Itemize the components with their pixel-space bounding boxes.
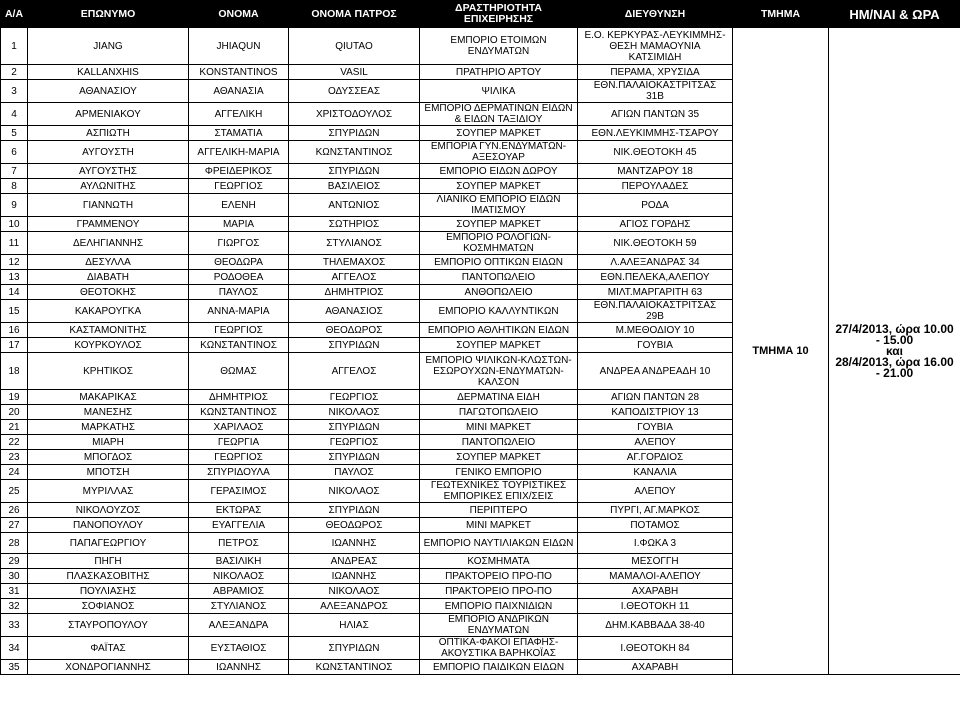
- cell-address: ΕΘΝ.ΠΑΛΑΙΟΚΑΣΤΡΙΤΣΑΣ 29Β: [578, 300, 733, 323]
- cell-index: 29: [1, 554, 28, 569]
- cell-activity: ΕΜΠΟΡΙΟ ΑΘΛΗΤΙΚΩΝ ΕΙΔΩΝ: [420, 323, 578, 338]
- cell-father: VASIL: [289, 65, 420, 80]
- cell-activity: ΜΙΝΙ ΜΑΡΚΕΤ: [420, 518, 578, 533]
- cell-surname: ΧΟΝΔΡΟΓΙΑΝΝΗΣ: [28, 660, 189, 675]
- cell-index: 23: [1, 450, 28, 465]
- cell-father: ΚΩΝΣΤΑΝΤΙΝΟΣ: [289, 141, 420, 164]
- cell-index: 35: [1, 660, 28, 675]
- cell-father: ΣΠΥΡΙΔΩΝ: [289, 637, 420, 660]
- cell-address: ΕΘΝ.ΠΑΛΑΙΟΚΑΣΤΡΙΤΣΑΣ 31Β: [578, 80, 733, 103]
- cell-index: 2: [1, 65, 28, 80]
- cell-firstname: ΣΤΥΛΙΑΝΟΣ: [189, 599, 289, 614]
- cell-index: 7: [1, 164, 28, 179]
- cell-surname: ΚΟΥΡΚΟΥΛΟΣ: [28, 338, 189, 353]
- cell-index: 21: [1, 420, 28, 435]
- cell-firstname: ΣΠΥΡΙΔΟΥΛΑ: [189, 465, 289, 480]
- cell-surname: ΓΙΑΝΝΩΤΗ: [28, 194, 189, 217]
- cell-address: ΓΟΥΒΙΑ: [578, 420, 733, 435]
- cell-address: ΕΘΝ.ΛΕΥΚΙΜΜΗΣ-ΤΣΑΡΟΥ: [578, 126, 733, 141]
- cell-father: ΝΙΚΟΛΑΟΣ: [289, 405, 420, 420]
- cell-index: 9: [1, 194, 28, 217]
- cell-father: ΒΑΣΙΛΕΙΟΣ: [289, 179, 420, 194]
- cell-address: ΝΙΚ.ΘΕΟΤΟΚΗ 59: [578, 232, 733, 255]
- cell-index: 10: [1, 217, 28, 232]
- cell-surname: ΜΑΚΑΡΙΚΑΣ: [28, 390, 189, 405]
- table-body: [1, 28, 960, 675]
- cell-index: 28: [1, 533, 28, 554]
- cell-firstname: ΘΩΜΑΣ: [189, 353, 289, 390]
- cell-activity: ΣΟΥΠΕΡ ΜΑΡΚΕΤ: [420, 217, 578, 232]
- cell-father: ΣΩΤΗΡΙΟΣ: [289, 217, 420, 232]
- cell-index: 32: [1, 599, 28, 614]
- datetime-cell: 27/4/2013, ώρα 10.00 - 15.00 και 28/4/2013, ώρα 16.00 - 21.00: [829, 28, 960, 675]
- cell-firstname: ΧΑΡΙΛΑΟΣ: [189, 420, 289, 435]
- cell-father: ΝΙΚΟΛΑΟΣ: [289, 584, 420, 599]
- cell-surname: ΜΑΡΚΑΤΗΣ: [28, 420, 189, 435]
- cell-surname: ΝΙΚΟΛΟΥΖΟΣ: [28, 503, 189, 518]
- col-section: ΤΜΗΜΑ: [733, 1, 829, 28]
- cell-father: ΣΠΥΡΙΔΩΝ: [289, 164, 420, 179]
- cell-surname: ΔΙΑΒΑΤΗ: [28, 270, 189, 285]
- cell-activity: ΠΑΝΤΟΠΩΛΕΙΟ: [420, 270, 578, 285]
- cell-father: ΑΓΓΕΛΟΣ: [289, 353, 420, 390]
- cell-address: ΑΧΑΡΑΒΗ: [578, 660, 733, 675]
- cell-index: 14: [1, 285, 28, 300]
- cell-index: 8: [1, 179, 28, 194]
- cell-firstname: ΜΑΡΙΑ: [189, 217, 289, 232]
- cell-index: 22: [1, 435, 28, 450]
- cell-father: ΣΠΥΡΙΔΩΝ: [289, 126, 420, 141]
- cell-address: Ι.ΘΕΟΤΟΚΗ 84: [578, 637, 733, 660]
- cell-father: ΓΕΩΡΓΙΟΣ: [289, 390, 420, 405]
- cell-surname: ΣΤΑΥΡΟΠΟΥΛΟΥ: [28, 614, 189, 637]
- cell-address: ΜΙΛΤ.ΜΑΡΓΑΡΙΤΗ 63: [578, 285, 733, 300]
- cell-activity: ΑΝΘΟΠΩΛΕΙΟ: [420, 285, 578, 300]
- cell-surname: ΜΠΟΓΔΟΣ: [28, 450, 189, 465]
- cell-address: ΑΓΙΟΣ ΓΟΡΔΗΣ: [578, 217, 733, 232]
- cell-surname: ΠΑΠΑΓΕΩΡΓΙΟΥ: [28, 533, 189, 554]
- cell-father: ΓΕΩΡΓΙΟΣ: [289, 435, 420, 450]
- cell-activity: ΠΡΑΤΗΡΙΟ ΑΡΤΟΥ: [420, 65, 578, 80]
- cell-surname: ΠΑΝΟΠΟΥΛΟΥ: [28, 518, 189, 533]
- cell-index: 24: [1, 465, 28, 480]
- cell-index: 6: [1, 141, 28, 164]
- cell-index: 12: [1, 255, 28, 270]
- cell-activity: ΕΜΠΟΡΙΟ ΡΟΛΟΓΙΩΝ- ΚΟΣΜΗΜΑΤΩΝ: [420, 232, 578, 255]
- cell-index: 19: [1, 390, 28, 405]
- cell-surname: ΚΡΗΤΙΚΟΣ: [28, 353, 189, 390]
- cell-firstname: ΒΑΣΙΛΙΚΗ: [189, 554, 289, 569]
- cell-activity: ΕΜΠΟΡΙΟ ΑΝΔΡΙΚΩΝ ΕΝΔΥΜΑΤΩΝ: [420, 614, 578, 637]
- cell-index: 17: [1, 338, 28, 353]
- cell-address: ΑΛΕΠΟΥ: [578, 435, 733, 450]
- cell-father: ΑΓΓΕΛΟΣ: [289, 270, 420, 285]
- cell-surname: ΑΥΛΩΝΙΤΗΣ: [28, 179, 189, 194]
- cell-address: ΚΑΠΟΔΙΣΤΡΙΟΥ 13: [578, 405, 733, 420]
- cell-surname: ΠΟΥΛΙΑΣΗΣ: [28, 584, 189, 599]
- cell-surname: ΑΘΑΝΑΣΙΟΥ: [28, 80, 189, 103]
- cell-surname: ΠΛΑΣΚΑΣΟΒΙΤΗΣ: [28, 569, 189, 584]
- cell-address: ΑΓΙΩΝ ΠΑΝΤΩΝ 35: [578, 103, 733, 126]
- cell-address: Λ.ΑΛΕΞΑΝΔΡΑΣ 34: [578, 255, 733, 270]
- cell-father: ΑΛΕΞΑΝΔΡΟΣ: [289, 599, 420, 614]
- cell-surname: ΔΕΛΗΓΙΑΝΝΗΣ: [28, 232, 189, 255]
- col-name: ΟΝΟΜΑ: [189, 1, 289, 28]
- cell-address: ΑΓ.ΓΟΡΔΙΟΣ: [578, 450, 733, 465]
- cell-surname: ΑΣΠΙΩΤΗ: [28, 126, 189, 141]
- cell-activity: ΠΕΡΙΠΤΕΡΟ: [420, 503, 578, 518]
- col-activity: ΔΡΑΣΤΗΡΙΟΤΗΤΑ ΕΠΙΧΕΙΡΗΣΗΣ: [420, 1, 578, 28]
- cell-address: ΑΧΑΡΑΒΗ: [578, 584, 733, 599]
- cell-firstname: JHIAQUN: [189, 28, 289, 65]
- cell-activity: ΠΑΝΤΟΠΩΛΕΙΟ: [420, 435, 578, 450]
- cell-surname: ΑΥΓΟΥΣΤΗΣ: [28, 164, 189, 179]
- cell-address: ΡΟΔΑ: [578, 194, 733, 217]
- cell-surname: JIANG: [28, 28, 189, 65]
- cell-index: 26: [1, 503, 28, 518]
- cell-father: ΝΙΚΟΛΑΟΣ: [289, 480, 420, 503]
- cell-surname: ΜΠΟΤΣΗ: [28, 465, 189, 480]
- section-cell: ΤΜΗΜΑ 10: [733, 28, 829, 675]
- cell-father: ΙΩΑΝΝΗΣ: [289, 569, 420, 584]
- cell-activity: ΕΜΠΟΡΙΟ ΨΙΛΙΚΩΝ-ΚΛΩΣΤΩΝ- ΕΣΩΡΟΥΧΩΝ-ΕΝΔΥΜΑΤΩΝ- ΚΑΛΣΟΝ: [420, 353, 578, 390]
- cell-activity: ΛΙΑΝΙΚΟ ΕΜΠΟΡΙΟ ΕΙΔΩΝ ΙΜΑΤΙΣΜΟΥ: [420, 194, 578, 217]
- cell-father: ΤΗΛΕΜΑΧΟΣ: [289, 255, 420, 270]
- cell-surname: ΜΑΝΕΣΗΣ: [28, 405, 189, 420]
- cell-father: ΧΡΙΣΤΟΔΟΥΛΟΣ: [289, 103, 420, 126]
- cell-firstname: KONSTANTINOS: [189, 65, 289, 80]
- cell-address: Ι.ΘΕΟΤΟΚΗ 11: [578, 599, 733, 614]
- cell-firstname: ΑΝΝΑ-ΜΑΡΙΑ: [189, 300, 289, 323]
- col-father: ΟΝΟΜΑ ΠΑΤΡΟΣ: [289, 1, 420, 28]
- cell-address: ΕΘΝ.ΠΕΛΕΚΑ,ΑΛΕΠΟΥ: [578, 270, 733, 285]
- cell-activity: ΨΙΛΙΚΑ: [420, 80, 578, 103]
- cell-activity: ΟΠΤΙΚΑ-ΦΑΚΟΙ ΕΠΑΦΗΣ- ΑΚΟΥΣΤΙΚΑ ΒΑΡΗΚΟΪΑΣ: [420, 637, 578, 660]
- cell-father: ΣΤΥΛΙΑΝΟΣ: [289, 232, 420, 255]
- cell-index: 15: [1, 300, 28, 323]
- cell-firstname: ΙΩΑΝΝΗΣ: [189, 660, 289, 675]
- cell-address: ΜΑΜΑΛΟΙ-ΑΛΕΠΟΥ: [578, 569, 733, 584]
- cell-activity: ΠΑΓΩΤΟΠΩΛΕΙΟ: [420, 405, 578, 420]
- cell-firstname: ΠΑΥΛΟΣ: [189, 285, 289, 300]
- cell-firstname: ΕΛΕΝΗ: [189, 194, 289, 217]
- cell-activity: ΣΟΥΠΕΡ ΜΑΡΚΕΤ: [420, 450, 578, 465]
- cell-index: 1: [1, 28, 28, 65]
- cell-surname: ΚΑΣΤΑΜΟΝΙΤΗΣ: [28, 323, 189, 338]
- cell-activity: ΕΜΠΟΡΙΟ ΚΑΛΛΥΝΤΙΚΩΝ: [420, 300, 578, 323]
- cell-address: ΑΓΙΩΝ ΠΑΝΤΩΝ 28: [578, 390, 733, 405]
- cell-activity: ΔΕΡΜΑΤΙΝΑ ΕΙΔΗ: [420, 390, 578, 405]
- cell-firstname: ΡΟΔΟΘΕΑ: [189, 270, 289, 285]
- cell-activity: ΕΜΠΟΡΙΟ ΕΤΟΙΜΩΝ ΕΝΔΥΜΑΤΩΝ: [420, 28, 578, 65]
- cell-firstname: ΦΡΕΙΔΕΡΙΚΟΣ: [189, 164, 289, 179]
- cell-index: 20: [1, 405, 28, 420]
- cell-firstname: ΕΥΣΤΑΘΙΟΣ: [189, 637, 289, 660]
- cell-father: ΣΠΥΡΙΔΩΝ: [289, 503, 420, 518]
- cell-address: Ε.Ο. ΚΕΡΚΥΡΑΣ-ΛΕΥΚΙΜΜΗΣ- ΘΕΣΗ ΜΑΜΑΟΥΝΙΑ ΚΑΤΣΙΜΙΔΗ: [578, 28, 733, 65]
- cell-father: ΔΗΜΗΤΡΙΟΣ: [289, 285, 420, 300]
- cell-firstname: ΓΕΩΡΓΙΟΣ: [189, 179, 289, 194]
- cell-firstname: ΕΚΤΩΡΑΣ: [189, 503, 289, 518]
- cell-firstname: ΚΩΝΣΤΑΝΤΙΝΟΣ: [189, 338, 289, 353]
- cell-surname: ΓΡΑΜΜΕΝΟΥ: [28, 217, 189, 232]
- cell-address: ΑΝΔΡΕΑ ΑΝΔΡΕΑΔΗ 10: [578, 353, 733, 390]
- cell-father: ΑΝΤΩΝΙΟΣ: [289, 194, 420, 217]
- cell-address: ΜΑΝΤΖΑΡΟΥ 18: [578, 164, 733, 179]
- cell-firstname: ΓΕΡΑΣΙΜΟΣ: [189, 480, 289, 503]
- table-row: [1, 28, 960, 65]
- cell-address: ΠΟΤΑΜΟΣ: [578, 518, 733, 533]
- cell-father: ΑΘΑΝΑΣΙΟΣ: [289, 300, 420, 323]
- cell-surname: ΜΥΡΙΛΛΑΣ: [28, 480, 189, 503]
- cell-firstname: ΑΓΓΕΛΙΚΗ-ΜΑΡΙΑ: [189, 141, 289, 164]
- cell-firstname: ΕΥΑΓΓΕΛΙΑ: [189, 518, 289, 533]
- cell-surname: KALLANXHIS: [28, 65, 189, 80]
- cell-father: ΣΠΥΡΙΔΩΝ: [289, 338, 420, 353]
- cell-address: ΑΛΕΠΟΥ: [578, 480, 733, 503]
- cell-firstname: ΑΘΑΝΑΣΙΑ: [189, 80, 289, 103]
- cell-activity: ΕΜΠΟΡΙΑ ΓΥΝ.ΕΝΔΥΜΑΤΩΝ- ΑΞΕΣΟΥΑΡ: [420, 141, 578, 164]
- cell-address: ΝΙΚ.ΘΕΟΤΟΚΗ 45: [578, 141, 733, 164]
- cell-activity: ΕΜΠΟΡΙΟ ΠΑΙΧΝΙΔΙΩΝ: [420, 599, 578, 614]
- cell-father: ΑΝΔΡΕΑΣ: [289, 554, 420, 569]
- cell-address: ΔΗΜ.ΚΑΒΒΑΔΑ 38-40: [578, 614, 733, 637]
- cell-firstname: ΑΛΕΞΑΝΔΡΑ: [189, 614, 289, 637]
- cell-index: 5: [1, 126, 28, 141]
- cell-firstname: ΓΙΩΡΓΟΣ: [189, 232, 289, 255]
- cell-activity: ΜΙΝΙ ΜΑΡΚΕΤ: [420, 420, 578, 435]
- cell-activity: ΣΟΥΠΕΡ ΜΑΡΚΕΤ: [420, 338, 578, 353]
- col-surname: ΕΠΩΝΥΜΟ: [28, 1, 189, 28]
- cell-surname: ΚΑΚΑΡΟΥΓΚΑ: [28, 300, 189, 323]
- cell-address: ΜΕΣΟΓΓΗ: [578, 554, 733, 569]
- cell-address: Ι.ΦΩΚΑ 3: [578, 533, 733, 554]
- cell-index: 4: [1, 103, 28, 126]
- cell-firstname: ΝΙΚΟΛΑΟΣ: [189, 569, 289, 584]
- cell-index: 25: [1, 480, 28, 503]
- cell-firstname: ΑΒΡΑΜΙΟΣ: [189, 584, 289, 599]
- cell-activity: ΠΡΑΚΤΟΡΕΙΟ ΠΡΟ-ΠΟ: [420, 569, 578, 584]
- cell-index: 30: [1, 569, 28, 584]
- cell-surname: ΣΟΦΙΑΝΟΣ: [28, 599, 189, 614]
- cell-surname: ΜΙΑΡΗ: [28, 435, 189, 450]
- cell-activity: ΠΡΑΚΤΟΡΕΙΟ ΠΡΟ-ΠΟ: [420, 584, 578, 599]
- cell-address: ΠΕΡΟΥΛΑΔΕΣ: [578, 179, 733, 194]
- cell-firstname: ΘΕΟΔΩΡΑ: [189, 255, 289, 270]
- cell-activity: ΕΜΠΟΡΙΟ ΟΠΤΙΚΩΝ ΕΙΔΩΝ: [420, 255, 578, 270]
- cell-father: ΟΔΥΣΣΕΑΣ: [289, 80, 420, 103]
- cell-firstname: ΚΩΝΣΤΑΝΤΙΝΟΣ: [189, 405, 289, 420]
- cell-father: ΙΩΑΝΝΗΣ: [289, 533, 420, 554]
- cell-firstname: ΓΕΩΡΓΙΟΣ: [189, 450, 289, 465]
- cell-index: 11: [1, 232, 28, 255]
- cell-index: 33: [1, 614, 28, 637]
- cell-index: 18: [1, 353, 28, 390]
- cell-surname: ΑΥΓΟΥΣΤΗ: [28, 141, 189, 164]
- cell-firstname: ΔΗΜΗΤΡΙΟΣ: [189, 390, 289, 405]
- cell-activity: ΚΟΣΜΗΜΑΤΑ: [420, 554, 578, 569]
- cell-surname: ΑΡΜΕΝΙΑΚΟΥ: [28, 103, 189, 126]
- cell-activity: ΣΟΥΠΕΡ ΜΑΡΚΕΤ: [420, 126, 578, 141]
- cell-activity: ΣΟΥΠΕΡ ΜΑΡΚΕΤ: [420, 179, 578, 194]
- cell-firstname: ΑΓΓΕΛΙΚΗ: [189, 103, 289, 126]
- col-aa: Α/Α: [1, 1, 28, 28]
- cell-address: ΠΕΡΑΜΑ, ΧΡΥΣΙΔΑ: [578, 65, 733, 80]
- cell-firstname: ΣΤΑΜΑΤΙΑ: [189, 126, 289, 141]
- cell-index: 31: [1, 584, 28, 599]
- cell-index: 27: [1, 518, 28, 533]
- cell-father: QIUTAO: [289, 28, 420, 65]
- cell-surname: ΘΕΟΤΟΚΗΣ: [28, 285, 189, 300]
- cell-father: ΘΕΟΔΩΡΟΣ: [289, 518, 420, 533]
- cell-father: ΣΠΥΡΙΔΩΝ: [289, 420, 420, 435]
- cell-surname: ΠΗΓΗ: [28, 554, 189, 569]
- cell-firstname: ΓΕΩΡΓΙΑ: [189, 435, 289, 450]
- cell-activity: ΕΜΠΟΡΙΟ ΔΕΡΜΑΤΙΝΩΝ ΕΙΔΩΝ & ΕΙΔΩΝ ΤΑΞΙΔΙΟΥ: [420, 103, 578, 126]
- cell-activity: ΕΜΠΟΡΙΟ ΝΑΥΤΙΛΙΑΚΩΝ ΕΙΔΩΝ: [420, 533, 578, 554]
- header-row: [1, 1, 960, 28]
- cell-firstname: ΠΕΤΡΟΣ: [189, 533, 289, 554]
- cell-address: ΓΟΥΒΙΑ: [578, 338, 733, 353]
- cell-firstname: ΓΕΩΡΓΙΟΣ: [189, 323, 289, 338]
- cell-index: 16: [1, 323, 28, 338]
- cell-index: 13: [1, 270, 28, 285]
- cell-address: Μ.ΜΕΘΟΔΙΟΥ 10: [578, 323, 733, 338]
- col-datetime: ΗΜ/ΝΑΙ & ΩΡΑ: [829, 1, 960, 28]
- cell-father: ΗΛΙΑΣ: [289, 614, 420, 637]
- cell-index: 3: [1, 80, 28, 103]
- cell-surname: ΦΑΪΤΑΣ: [28, 637, 189, 660]
- cell-activity: ΕΜΠΟΡΙΟ ΠΑΙΔΙΚΩΝ ΕΙΔΩΝ: [420, 660, 578, 675]
- cell-father: ΣΠΥΡΙΔΩΝ: [289, 450, 420, 465]
- col-address: ΔΙΕΥΘΥΝΣΗ: [578, 1, 733, 28]
- cell-father: ΚΩΝΣΤΑΝΤΙΝΟΣ: [289, 660, 420, 675]
- cell-index: 34: [1, 637, 28, 660]
- cell-activity: ΓΕΝΙΚΟ ΕΜΠΟΡΙΟ: [420, 465, 578, 480]
- cell-surname: ΔΕΣΥΛΛΑ: [28, 255, 189, 270]
- cell-address: ΠΥΡΓΙ, ΑΓ.ΜΑΡΚΟΣ: [578, 503, 733, 518]
- cell-activity: ΓΕΩΤΕΧΝΙΚΕΣ ΤΟΥΡΙΣΤΙΚΕΣ ΕΜΠΟΡΙΚΕΣ ΕΠΙΧ/ΣΕΙΣ: [420, 480, 578, 503]
- cell-father: ΠΑΥΛΟΣ: [289, 465, 420, 480]
- cell-father: ΘΕΟΔΩΡΟΣ: [289, 323, 420, 338]
- cell-address: ΚΑΝΑΛΙΑ: [578, 465, 733, 480]
- cell-activity: ΕΜΠΟΡΙΟ ΕΙΔΩΝ ΔΩΡΟΥ: [420, 164, 578, 179]
